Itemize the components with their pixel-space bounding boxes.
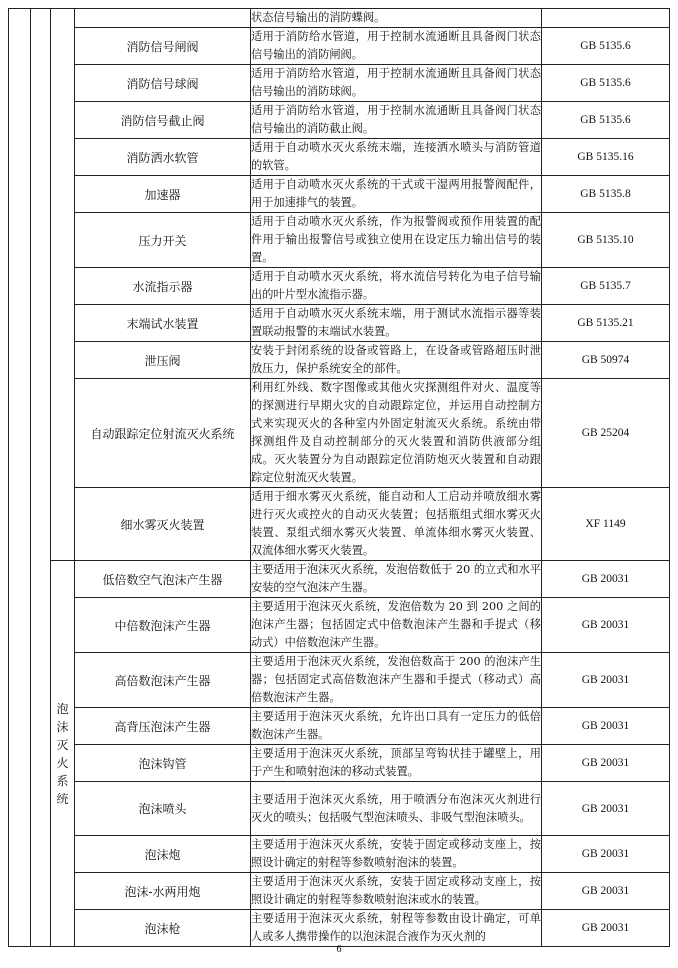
standard-code: GB 20031 [542,873,670,910]
standard-code: GB 20031 [542,598,670,653]
table-row [9,653,670,708]
standard-code: GB 50974 [542,342,670,379]
standard-code: GB 20031 [542,782,670,836]
table-row [9,836,670,873]
table-row [9,488,670,561]
table-row [9,745,670,782]
product-name: 高倍数泡沫产生器 [75,653,251,708]
product-description: 安装于封闭系统的设备或管路上，在设备或管路超压时泄放压力，保护系统安全的部件。 [251,342,542,379]
table-row [9,102,670,139]
standard-code: GB 5135.7 [542,268,670,305]
standard-code: GB 5135.6 [542,102,670,139]
table-row [9,213,670,268]
product-description: 主要适用于泡沫灭火系统，安装于固定或移动支座上，按照设计确定的射程等参数喷射泡沫或水的装置。 [251,873,542,910]
table-row [9,9,670,28]
product-description: 主要适用于泡沫灭火系统，发泡倍数为 20 到 200 之间的泡沫产生器；包括固定式中倍数泡沫产生器和手提式（移动式）中倍数泡沫产生器。 [251,598,542,653]
table-row [9,910,670,947]
table-row [9,139,670,176]
product-name: 加速器 [75,176,251,213]
standard-code: GB 5135.6 [542,28,670,65]
table-row [9,782,670,836]
product-name: 消防信号球阀 [75,65,251,102]
product-description: 主要适用于泡沫灭火系统，用于喷洒分布泡沫灭火剂进行灭火的喷头；包括吸气型泡沫喷头、非吸气型泡沫喷头。 [251,782,542,836]
table-row [9,176,670,213]
table-row [9,598,670,653]
table-row [9,379,670,488]
product-name: 消防洒水软管 [75,139,251,176]
product-description: 主要适用于泡沫灭火系统，顶部呈弯钩状挂于罐壁上，用于产生和喷射泡沫的移动式装置。 [251,745,542,782]
standard-code: GB 20031 [542,653,670,708]
product-name: 泡沫-水两用炮 [75,873,251,910]
product-description: 适用于自动喷水灭火系统，作为报警阀或预作用装置的配件用于输出报警信号或独立使用在设定压力输出信号的装置。 [251,213,542,268]
product-name: 压力开关 [75,213,251,268]
product-description: 适用于消防给水管道，用于控制水流通断且具备阀门状态信号输出的消防截止阀。 [251,102,542,139]
product-name: 细水雾灭火装置 [75,488,251,561]
group-label: 泡沫灭火系统 [56,701,69,806]
product-description: 适用于消防给水管道，用于控制水流通断且具备阀门状态信号输出的消防球阀。 [251,65,542,102]
product-description: 适用于消防给水管道，用于控制水流通断且具备阀门状态信号输出的消防闸阀。 [251,28,542,65]
product-name: 泡沫喷头 [75,782,251,836]
product-description: 适用于细水雾灭火系统，能自动和人工启动并喷放细水雾进行灭火或控火的自动灭火装置；包括瓶组式细水雾灭火装置、泵组式细水雾灭火装置、单流体细水雾灭火装置、双流体细水雾灭火装置。 [251,488,542,561]
standard-code: GB 20031 [542,561,670,598]
product-name: 泄压阀 [75,342,251,379]
table-row [9,28,670,65]
product-description: 主要适用于泡沫灭火系统，安装于固定或移动支座上，按照设计确定的射程等参数喷射泡沫的装置。 [251,836,542,873]
category-cell [9,9,31,947]
product-name: 低倍数空气泡沫产生器 [75,561,251,598]
product-description: 适用于自动喷水灭火系统的干式或干湿两用报警阀配件，用于加速排气的装置。 [251,176,542,213]
product-name: 泡沫炮 [75,836,251,873]
standard-code: GB 5135.6 [542,65,670,102]
product-name: 泡沫钩管 [75,745,251,782]
product-description: 利用红外线、数字图像或其他火灾探测组件对火、温度等的探测进行早期火灾的自动跟踪定位，并运用自动控制方式来实现灭火的各种室内外固定射流灭火系统。系统由带探测组件及自动控制部分的灭火装置和消防供液部分组成。灭火装置分为自动跟踪定位消防炮灭火装置和自动跟踪定位射流灭火装置。 [251,379,542,488]
table-row [9,708,670,745]
table-row [9,268,670,305]
product-name: 水流指示器 [75,268,251,305]
table-row [9,305,670,342]
standard-code: GB 20031 [542,836,670,873]
table-row [9,342,670,379]
standard-code: GB 5135.8 [542,176,670,213]
standard-code: GB 5135.16 [542,139,670,176]
product-name: 消防信号闸阀 [75,28,251,65]
product-name: 末端试水装置 [75,305,251,342]
standards-table [8,8,670,947]
standard-code: GB 20031 [542,708,670,745]
product-name: 泡沫枪 [75,910,251,947]
product-name: 高背压泡沫产生器 [75,708,251,745]
table-row [9,65,670,102]
product-name [75,9,251,28]
product-description: 主要适用于泡沫灭火系统，射程等参数由设计确定，可单人或多人携带操作的以泡沫混合液作为灭火剂的 [251,910,542,947]
product-name: 消防信号截止阀 [75,102,251,139]
page-number: 6 [336,944,342,955]
standard-code: GB 20031 [542,910,670,947]
standard-code: GB 20031 [542,745,670,782]
table-row [9,561,670,598]
standard-code [542,9,670,28]
product-description: 状态信号输出的消防蝶阀。 [251,9,542,28]
product-name: 中倍数泡沫产生器 [75,598,251,653]
foam-system-group-cell [51,561,75,947]
standard-code: GB 5135.21 [542,305,670,342]
subcategory-cell [31,9,51,947]
product-name: 自动跟踪定位射流灭火系统 [75,379,251,488]
product-description: 主要适用于泡沫灭火系统，发泡倍数高于 200 的泡沫产生器；包括固定式高倍数泡沫产生器和手提式（移动式）高倍数泡沫产生器。 [251,653,542,708]
standard-code: GB 5135.10 [542,213,670,268]
product-description: 适用于自动喷水灭火系统，将水流信号转化为电子信号输出的叶片型水流指示器。 [251,268,542,305]
product-description: 适用于自动喷水灭火系统末端，用于测试水流指示器等装置联动报警的末端试水装置。 [251,305,542,342]
product-description: 主要适用于泡沫灭火系统，允许出口具有一定压力的低倍数泡沫产生器。 [251,708,542,745]
standard-code: GB 25204 [542,379,670,488]
product-description: 主要适用于泡沫灭火系统，发泡倍数低于 20 的立式和水平安装的空气泡沫产生器。 [251,561,542,598]
group-cell [51,9,75,561]
table-row [9,873,670,910]
product-description: 适用于自动喷水灭火系统末端，连接洒水喷头与消防管道的软管。 [251,139,542,176]
standard-code: XF 1149 [542,488,670,561]
